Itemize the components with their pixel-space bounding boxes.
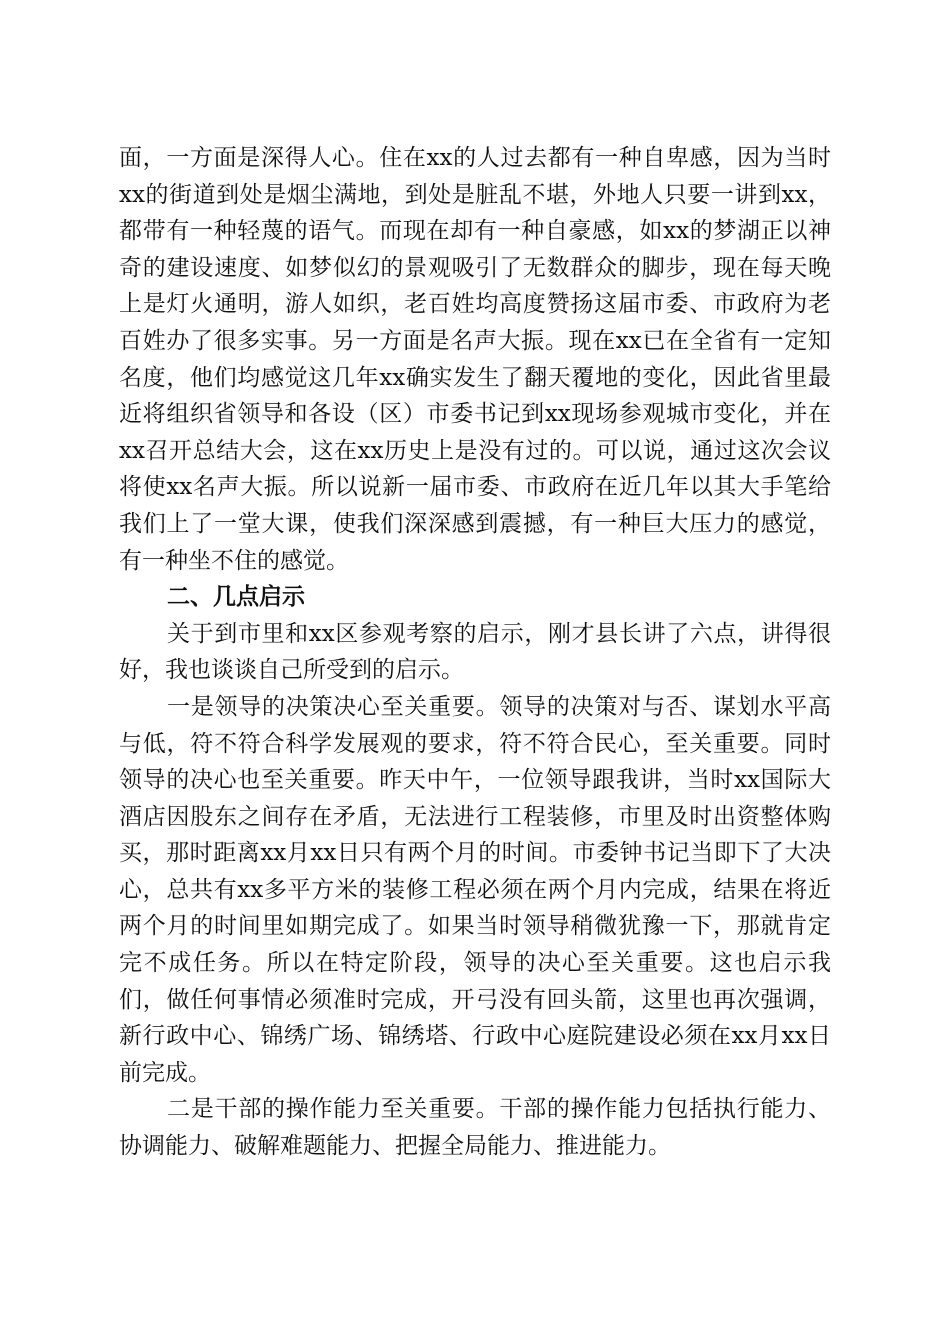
continuation-paragraph: 面，一方面是深得人心。住在xx的人过去都有一种自卑感，因为当时xx的街道到处是烟尘满地，到处是脏乱不堪，外地人只要一讲到xx，都带有一种轻蔑的语气。而现在却有一种自豪感，如xx的梦湖正以神奇的建设速度、如梦似幻的景观吸引了无数群众的脚步，现在每天晚上是灯火通明，游人如织，老百姓均高度赞扬这届市委、市政府为老百姓办了很多实事。另一方面是名声大振。现在xx已在全省有一定知名度，他们均感觉这几年xx确实发生了翻天覆地的变化，因此省里最近将组织省领导和各设（区）市委书记到xx现场参观城市变化，并在xx召开总结大会，这在xx历史上是没有过的。可以说，通过这次会议将使xx名声大振。所以说新一届市委、市政府在近几年以其大手笔给我们上了一堂大课，使我们深深感到震撼，有一种巨大压力的感觉，有一种坐不住的感觉。 — [119, 145, 831, 574]
body-paragraph-1: 关于到市里和xx区参观考察的启示，刚才县长讲了六点，讲得很好，我也谈谈自己所受到的启示。 — [119, 620, 831, 684]
body-paragraph-3: 二是干部的操作能力至关重要。干部的操作能力包括执行能力、协调能力、破解难题能力、把握全局能力、推进能力。 — [119, 1096, 831, 1160]
section-heading: 二、几点启示 — [167, 584, 305, 611]
body-paragraph-2: 一是领导的决策决心至关重要。领导的决策对与否、谋划水平高与低，符不符合科学发展观的要求，符不符合民心，至关重要。同时领导的决心也至关重要。昨天中午，一位领导跟我讲，当时xx国际大酒店因股东之间存在矛盾，无法进行工程装修，市里及时出资整体购买，那时距离xx月xx日只有两个月的时间。市委钟书记当即下了大决心，总共有xx多平方米的装修工程必须在两个月内完成，结果在将近两个月的时间里如期完成了。如果当时领导稍微犹豫一下，那就肯定完不成任务。所以在特定阶段，领导的决心至关重要。这也启示我们，做任何事情必须准时完成，开弓没有回头箭，这里也再次强调，新行政中心、锦绣广场、锦绣塔、行政中心庭院建设必须在xx月xx日前完成。 — [119, 693, 831, 1086]
document-body — [119, 140, 831, 1165]
